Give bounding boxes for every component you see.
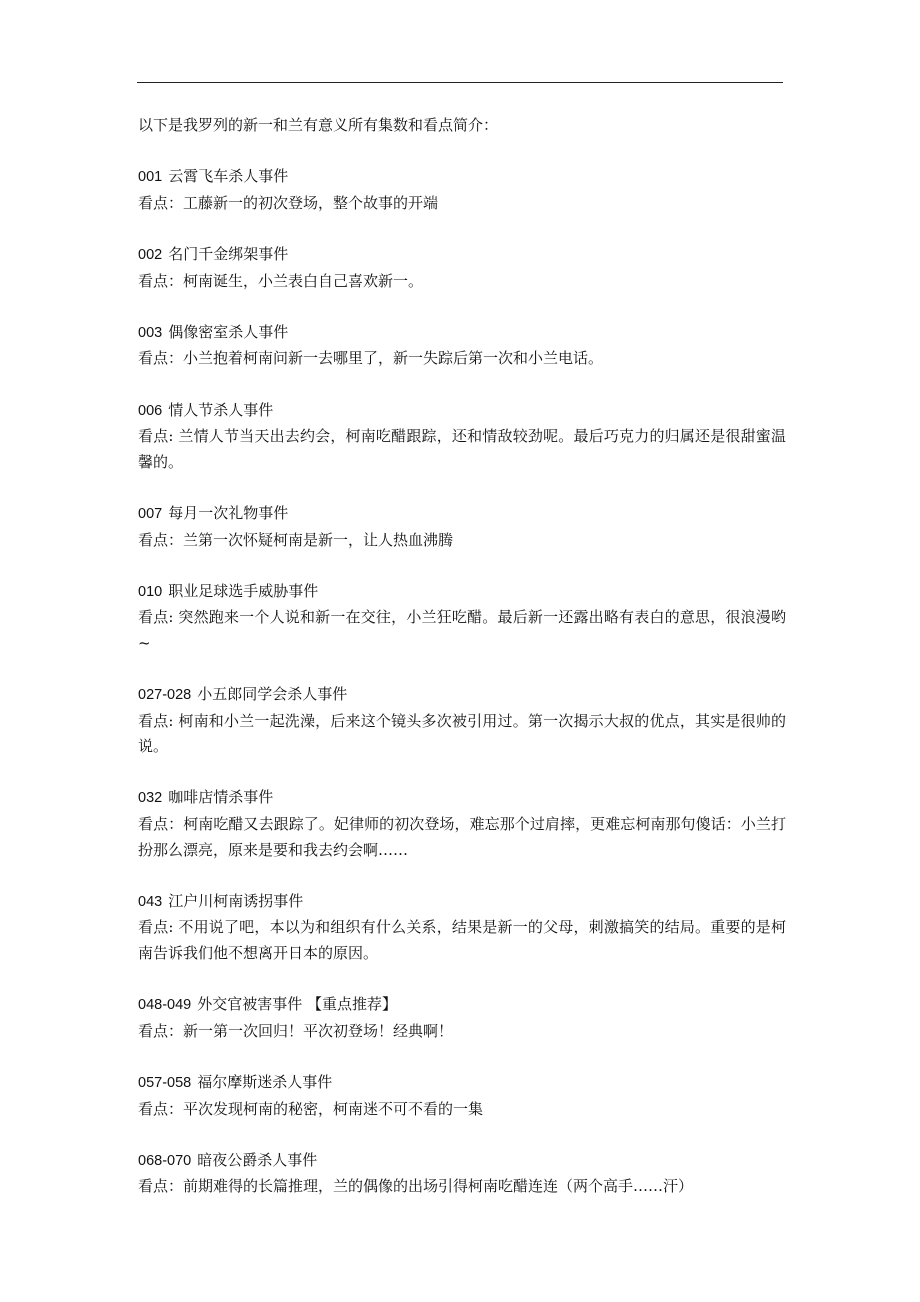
episode-title: 偶像密室杀人事件 — [168, 322, 289, 341]
episode-description: 看点：平次发现柯南的秘密，柯南迷不可不看的一集 — [138, 1099, 484, 1118]
episode-heading — [138, 682, 786, 709]
episode-heading — [138, 785, 786, 812]
episode-description: 看点：前期难得的长篇推理，兰的偶像的出场引得柯南吃醋连连（两个高手……汗） — [138, 1177, 694, 1196]
episode-entry — [138, 398, 786, 476]
episode-description: 看点：新一第一次回归！平次初登场！经典啊！ — [138, 1021, 454, 1040]
episode-entry — [138, 164, 786, 216]
episode-title: 小五郎同学会杀人事件 — [197, 685, 348, 704]
episode-title: 暗夜公爵杀人事件 — [197, 1150, 318, 1169]
episode-entry — [138, 992, 786, 1044]
episode-heading — [138, 579, 786, 606]
episode-heading — [138, 398, 786, 425]
episode-entry — [138, 320, 786, 372]
episode-title: 云霄飞车杀人事件 — [168, 167, 289, 186]
header-rule — [137, 82, 783, 83]
episode-number: 057-058 — [138, 1074, 192, 1091]
episode-heading — [138, 992, 786, 1019]
intro-text: 以下是我罗列的新一和兰有意义所有集数和看点简介： — [138, 116, 499, 134]
episode-description: 看点: 兰情人节当天出去约会，柯南吃醋跟踪，还和情敌较劲呢。最后巧克力的归属还是很甜蜜温馨的。 — [138, 427, 786, 471]
episode-number: 002 — [138, 246, 163, 263]
episode-entry — [138, 889, 786, 967]
episode-heading — [138, 320, 786, 347]
episode-description: 看点：工藤新一的初次登场，整个故事的开端 — [138, 193, 439, 212]
episode-description: 看点: 柯南和小兰一起洗澡，后来这个镜头多次被引用过。第一次揭示大叔的优点，其实是很帅的说。 — [138, 711, 786, 756]
episode-number: 003 — [138, 324, 163, 341]
episode-entry — [138, 1148, 786, 1200]
episode-title: 名门千金绑架事件 — [168, 244, 289, 263]
episode-heading — [138, 501, 786, 528]
episode-entry — [138, 682, 786, 760]
episode-number: 043 — [138, 893, 163, 910]
episode-heading — [138, 164, 786, 191]
episode-number: 001 — [138, 169, 163, 186]
episode-title: 每月一次礼物事件 — [168, 503, 289, 522]
episode-heading — [138, 1148, 786, 1175]
episode-number: 006 — [138, 402, 163, 419]
episode-entry — [138, 1070, 786, 1122]
episode-title: 外交官被害事件 【重点推荐】 — [197, 995, 397, 1014]
episode-heading — [138, 1070, 786, 1097]
episode-description: 看点：柯南诞生，小兰表白自己喜欢新一。 — [138, 271, 424, 290]
episode-title: 江户川柯南诱拐事件 — [168, 891, 304, 910]
episode-heading — [138, 242, 786, 269]
episode-number: 010 — [138, 583, 163, 600]
episode-heading — [138, 889, 786, 916]
episode-description: 看点：兰第一次怀疑柯南是新一，让人热血沸腾 — [138, 530, 454, 549]
episode-title: 咖啡店情杀事件 — [168, 788, 274, 807]
episode-title: 福尔摩斯迷杀人事件 — [197, 1072, 333, 1091]
episode-entry — [138, 242, 786, 294]
episode-description: 看点: 不用说了吧，本以为和组织有什么关系，结果是新一的父母，刺激搞笑的结局。重要的是柯南告诉我们他不想离开日本的原因。 — [138, 918, 786, 962]
episode-description: 看点: 突然跑来一个人说和新一在交往，小兰狂吃醋。最后新一还露出略有表白的意思，很浪漫哟~ — [138, 608, 786, 652]
episode-entry — [138, 579, 786, 657]
episode-entry — [138, 785, 786, 863]
episode-title: 职业足球选手威胁事件 — [168, 581, 319, 600]
episode-entry — [138, 501, 786, 553]
episode-number: 027-028 — [138, 687, 192, 704]
document-body — [138, 113, 786, 1226]
episode-number: 007 — [138, 505, 163, 522]
episode-description: 看点：柯南吃醋又去跟踪了。妃律师的初次登场，难忘那个过肩摔，更难忘柯南那句傻话：小兰打扮那么漂亮，原来是要和我去约会啊…… — [138, 815, 786, 859]
episode-number: 048-049 — [138, 997, 192, 1014]
episode-number: 068-070 — [138, 1152, 192, 1169]
episode-number: 032 — [138, 790, 163, 807]
episode-title: 情人节杀人事件 — [168, 400, 274, 419]
episode-description: 看点：小兰抱着柯南问新一去哪里了，新一失踪后第一次和小兰电话。 — [138, 349, 604, 368]
